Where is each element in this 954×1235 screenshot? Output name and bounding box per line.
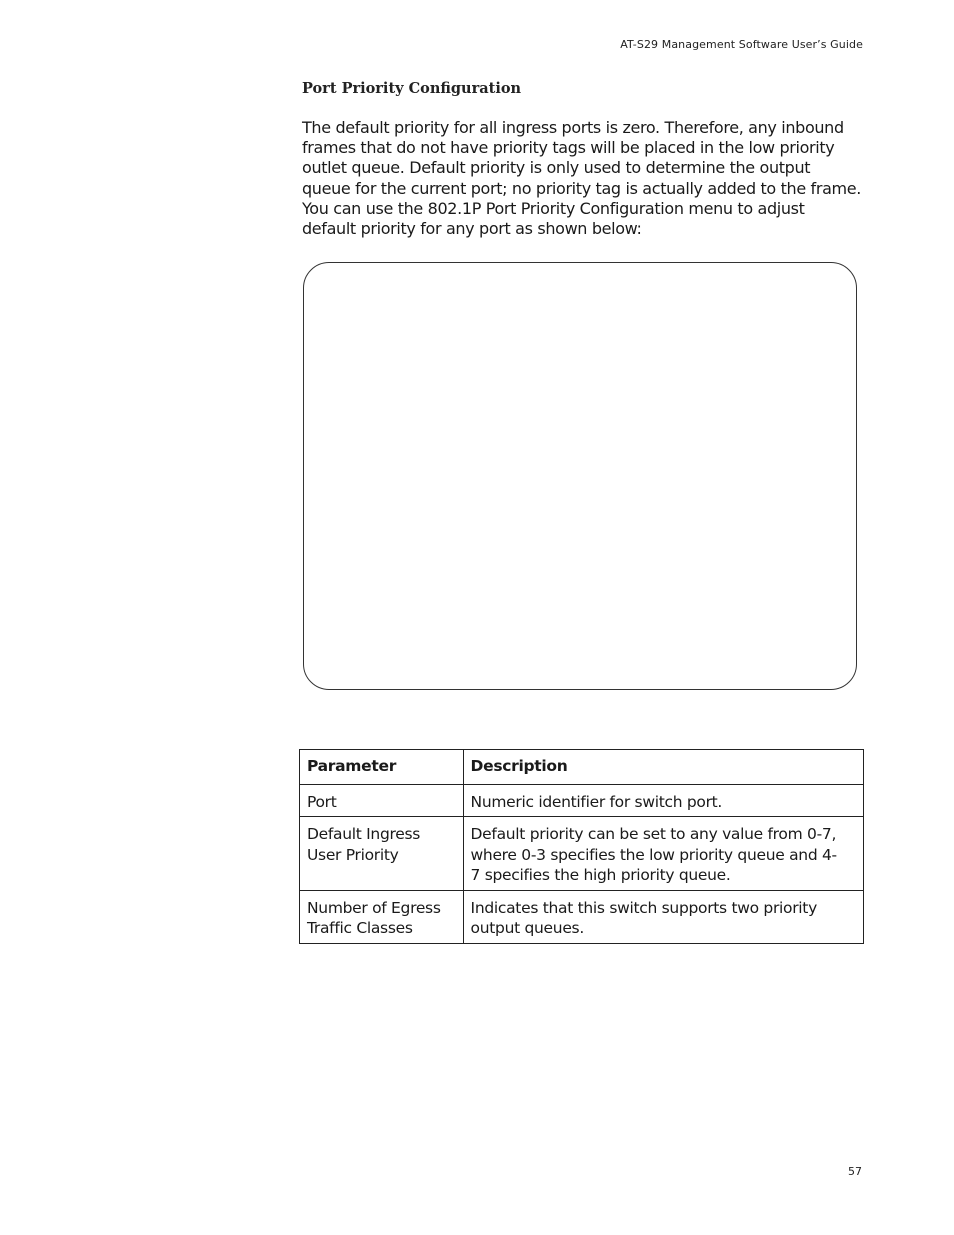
description-cell [463, 784, 863, 817]
parameter-table [299, 749, 864, 944]
description-cell [463, 817, 863, 891]
body-line: The default priority for all ingress ports is zero. Therefore, any inbound [302, 118, 844, 137]
parameter-cell [300, 784, 464, 817]
body-paragraph [302, 118, 870, 239]
body-line: You can use the 802.1P Port Priority Configuration menu to adjust [302, 198, 805, 218]
cell-line: Default Ingress [307, 825, 421, 843]
table-row [300, 784, 864, 817]
cell-line: Indicates that this switch supports two priority [470, 898, 817, 917]
cell-line: output queues. [470, 919, 584, 937]
cell-line: Port [307, 792, 337, 811]
cell-line: Default priority can be set to any value from 0-7, [470, 825, 837, 843]
section-title: Port Priority Configuration [302, 80, 522, 97]
column-header-description: Description [463, 750, 863, 785]
table-row [300, 817, 864, 891]
column-header-parameter: Parameter [300, 750, 464, 785]
cell-line: Traffic Classes [307, 919, 413, 937]
cell-line: where 0-3 specifies the low priority queue and 4- [470, 845, 837, 864]
page-number: 57 [848, 1165, 862, 1178]
cell-line: Numeric identifier for switch port. [470, 792, 723, 811]
cell-line: 7 specifies the high priority queue. [470, 866, 731, 884]
body-line: outlet queue. Default priority is only used to determine the output [302, 158, 811, 178]
parameter-cell [300, 817, 464, 891]
cell-line: User Priority [307, 845, 399, 864]
running-header: AT-S29 Management Software User’s Guide [620, 38, 863, 51]
body-line: default priority for any port as shown below: [302, 219, 642, 239]
description-cell [463, 890, 863, 943]
parameter-cell [300, 890, 464, 943]
body-line: frames that do not have priority tags will be placed in the low priority [302, 138, 835, 158]
cell-line: Number of Egress [307, 898, 441, 917]
screen-capture-frame [303, 262, 857, 690]
table-header-row [300, 750, 864, 785]
body-line: queue for the current port; no priority tag is actually added to the frame. [302, 178, 861, 198]
table-row [300, 890, 864, 943]
